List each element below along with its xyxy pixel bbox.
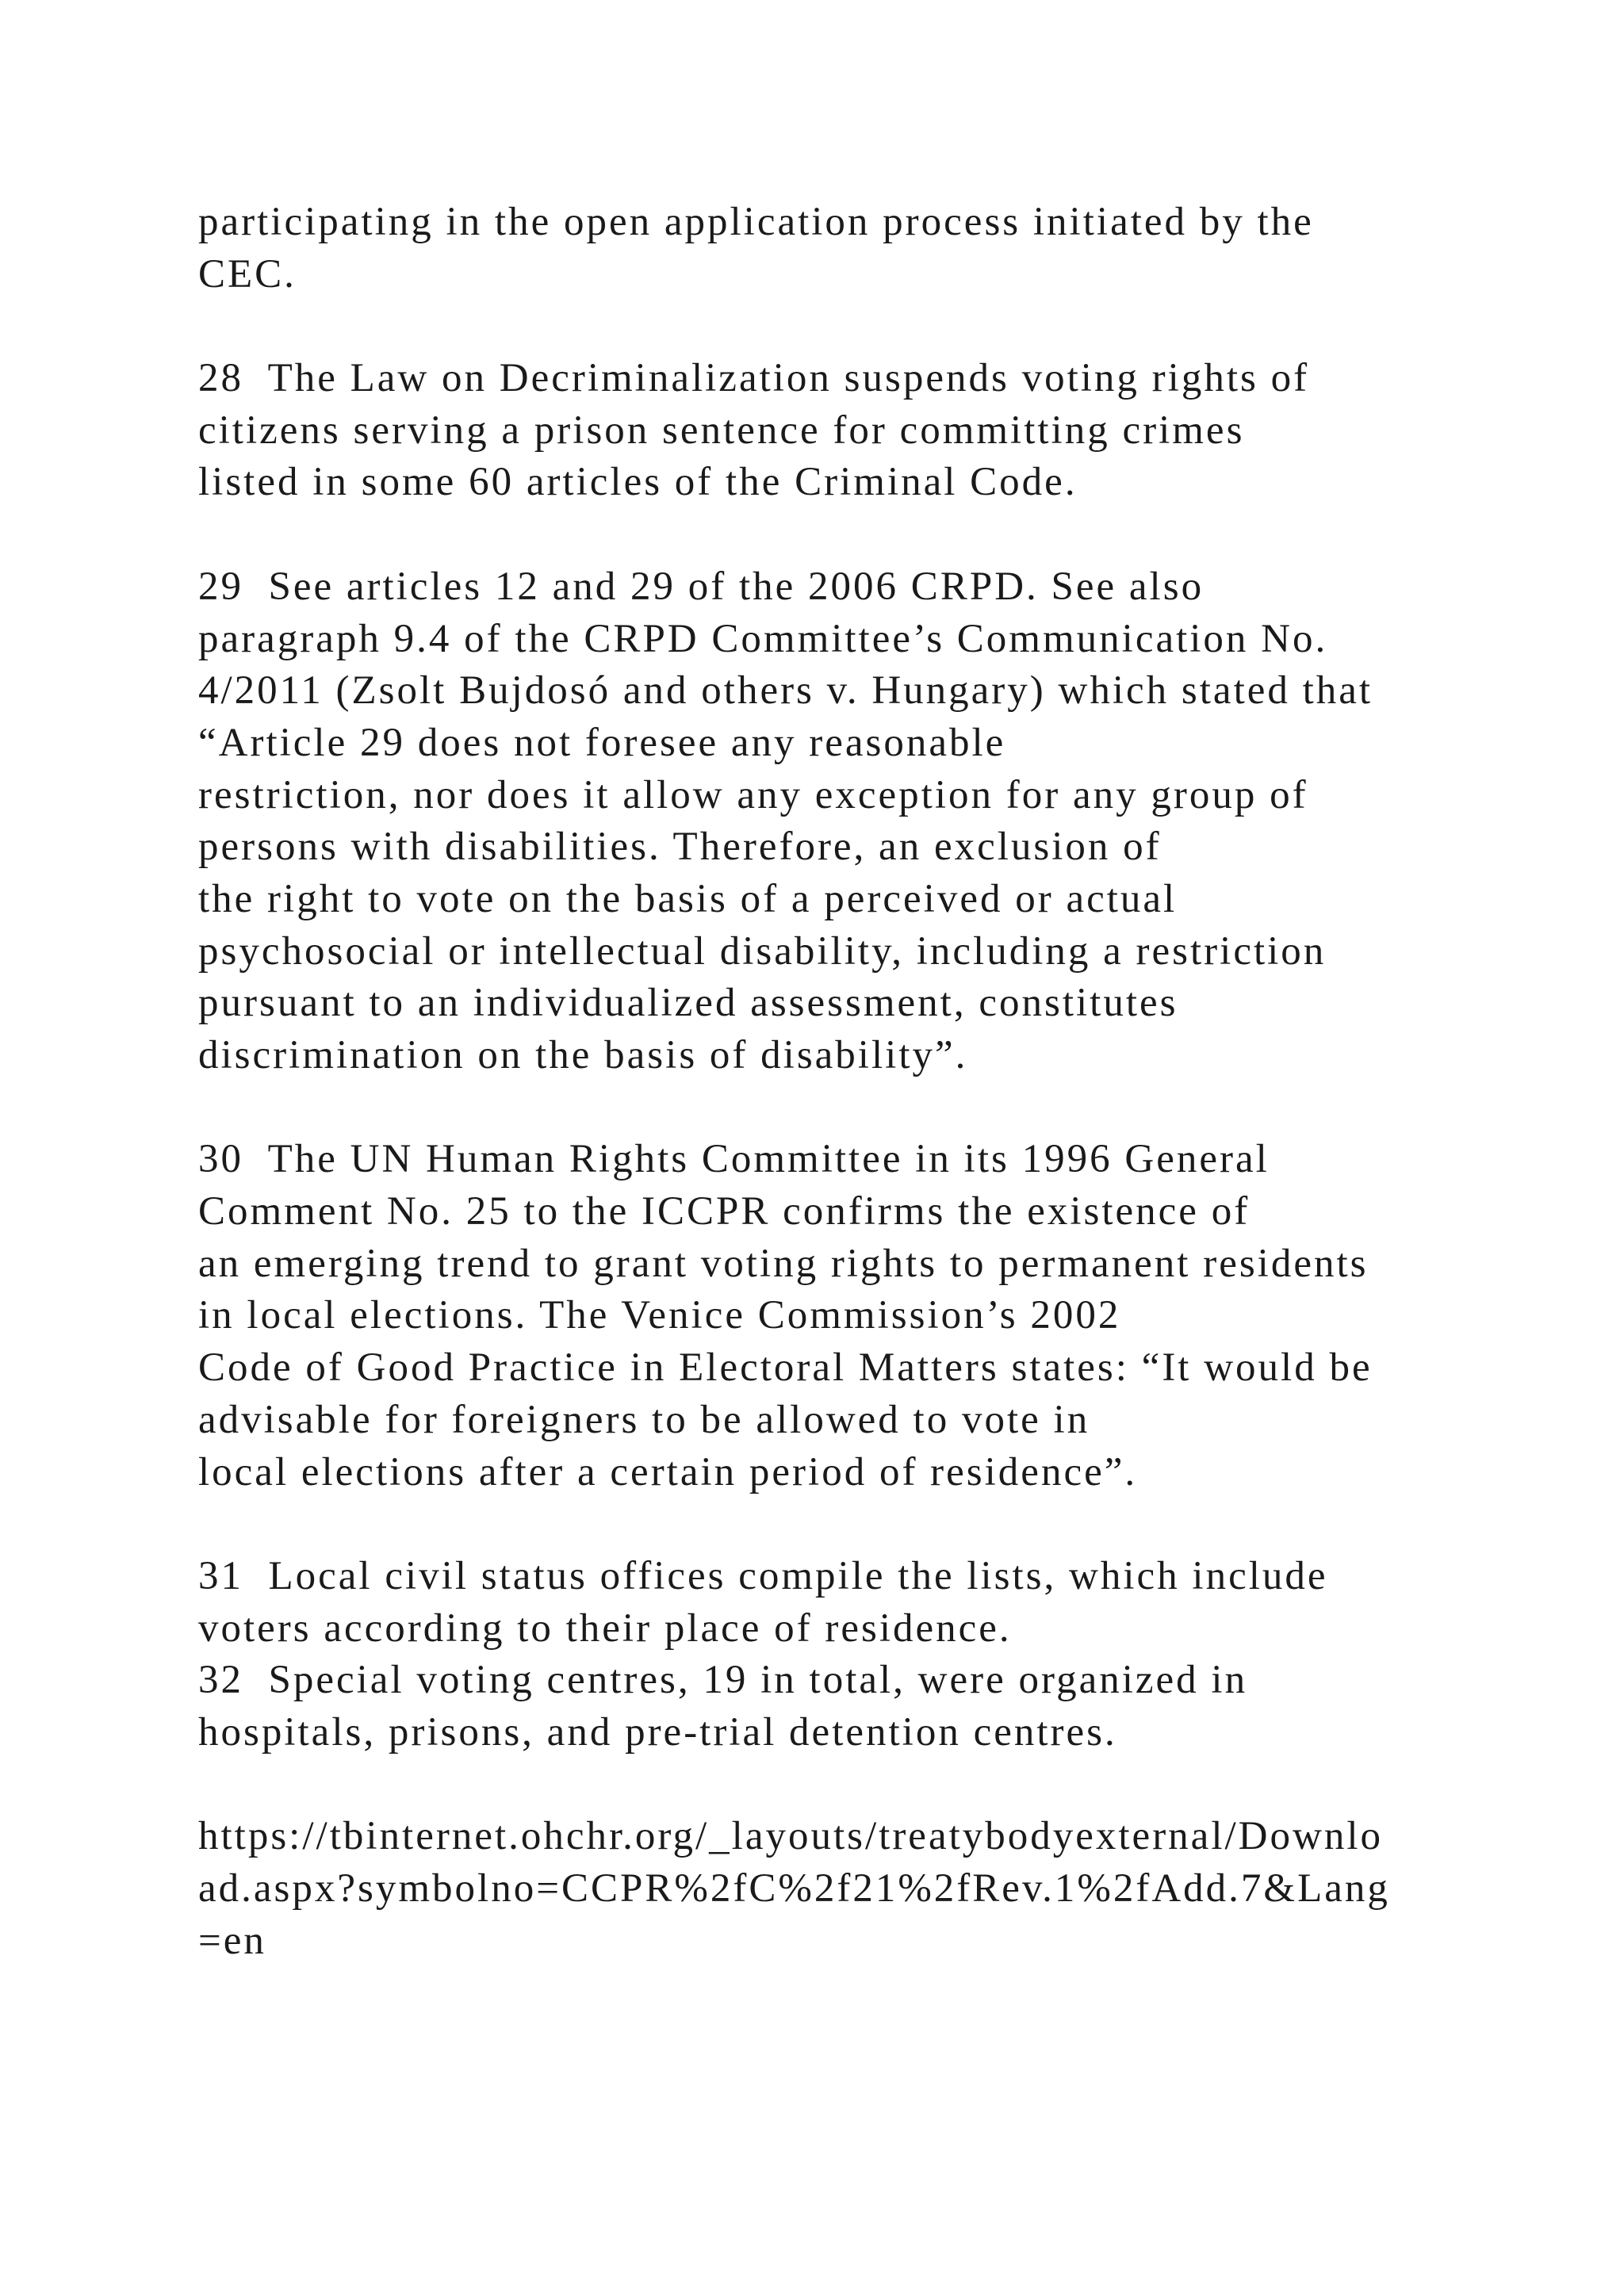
url-line: ad.aspx?symbolno=CCPR%2fC%2f21%2fRev.1%2fAdd.7&Lang — [198, 1866, 1390, 1911]
text-line: discrimination on the basis of disability”. — [198, 1033, 968, 1077]
text-line: Code of Good Practice in Electoral Matters states: “It would be — [198, 1345, 1373, 1391]
url-line: =en — [198, 1918, 266, 1963]
paragraph-gap — [198, 1498, 1499, 1551]
text-line: 28 The Law on Decriminalization suspends voting rights of — [198, 356, 1310, 401]
text-line: pursuant to an individualized assessment, constitutes — [198, 981, 1178, 1026]
text-line: 30 The UN Human Rights Committee in its 1996 General — [198, 1137, 1270, 1182]
text-line: psychosocial or intellectual disability, including a restriction — [198, 928, 1327, 974]
document-page — [198, 197, 1499, 1967]
text-line: “Article 29 does not foresee any reasonable — [198, 720, 1006, 765]
paragraph-gap — [198, 1759, 1499, 1812]
text-line: voters according to their place of residence. — [198, 1605, 1012, 1651]
text-line: 31 Local civil status offices compile the lists, which include — [198, 1553, 1328, 1598]
text-line: 29 See articles 12 and 29 of the 2006 CRPD. See also — [198, 564, 1205, 609]
text-line: CEC. — [198, 251, 297, 297]
text-line: 32 Special voting centres, 19 in total, were organized in — [198, 1658, 1248, 1703]
source-url — [198, 1811, 1499, 1967]
text-line: restriction, nor does it allow any exception for any group of — [198, 772, 1308, 817]
text-line: participating in the open application process initiated by the — [198, 200, 1314, 244]
text-line: 4/2011 (Zsolt Bujdosó and others v. Hungary) which stated that — [198, 668, 1373, 714]
url-line: https://tbinternet.ohchr.org/_layouts/treatybodyexternal/Downlo — [198, 1814, 1383, 1859]
text-line: persons with disabilities. Therefore, an exclusion of — [198, 825, 1162, 870]
footnote-29 — [198, 561, 1499, 1082]
text-line: hospitals, prisons, and pre-trial detention centres. — [198, 1709, 1117, 1755]
text-line: paragraph 9.4 of the CRPD Committee’s Communication No. — [198, 616, 1328, 661]
paragraph-continuation — [198, 197, 1499, 300]
footnotes-31-32 — [198, 1551, 1499, 1759]
text-line: the right to vote on the basis of a perceived or actual — [198, 876, 1178, 921]
footnote-30 — [198, 1134, 1499, 1498]
paragraph-gap — [198, 509, 1499, 561]
text-line: an emerging trend to grant voting rights to permanent residents — [198, 1241, 1369, 1286]
paragraph-gap — [198, 1082, 1499, 1135]
footnote-28 — [198, 353, 1499, 509]
paragraph-gap — [198, 300, 1499, 353]
text-line: citizens serving a prison sentence for committing crimes — [198, 408, 1245, 453]
text-line: listed in some 60 articles of the Criminal Code. — [198, 460, 1078, 505]
text-line: in local elections. The Venice Commission’s 2002 — [198, 1293, 1121, 1338]
text-line: local elections after a certain period of residence”. — [198, 1449, 1138, 1494]
text-line: Comment No. 25 to the ICCPR confirms the existence of — [198, 1189, 1251, 1234]
text-line: advisable for foreigners to be allowed to vote in — [198, 1397, 1090, 1442]
